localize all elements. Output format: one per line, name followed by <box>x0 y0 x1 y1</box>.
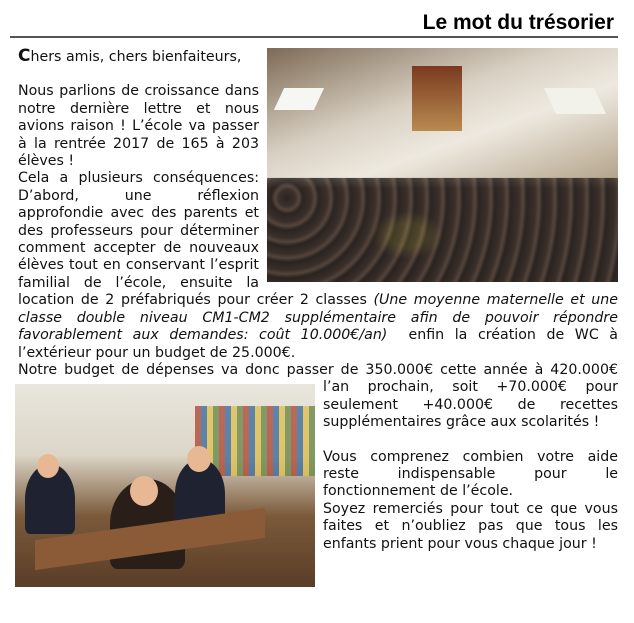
classroom-photo <box>15 384 315 587</box>
consequences-note: (Une moyenne maternelle et une classe double niveau CM1-CM2 supplémentaire afin de pouvoir répondre favorablement aux demandes: coût 10.000€/an) <box>18 292 618 344</box>
pupil-face <box>37 454 59 478</box>
paragraph-budget: Notre budget de dépenses va donc passer de 350.000€ cette année à 420.000€ l’an prochain, soit +70.000€ pour seulement +40.000€ de recettes supplémentaires grâce aux scolarités ! <box>18 361 618 431</box>
consequences-text: Cela a plusieurs conséquences: D’abord, une réflexion approfondie avec des parents et des professeurs pour déterminer comment accepter de nouveaux élèves tout en conservant l’esprit familial de l’école, ensuite la location de 2 préfabriqués pour créer 2 classes <box>18 170 374 309</box>
skylight-right <box>544 88 606 114</box>
greeting-text: hers amis, chers bienfaiteurs, <box>30 49 242 65</box>
letter-body <box>18 46 623 587</box>
paragraph-help: Vous comprenez combien votre aide reste indispensable pour le fonctionnement de l’école. <box>323 448 618 500</box>
pupil-face <box>130 476 158 506</box>
paragraph-thanks: Soyez remerciés pour tout ce que vous faites et n’oubliez pas que tous les enfants prient pour vous chaque jour ! <box>323 500 618 552</box>
title-divider <box>10 36 618 38</box>
paragraph-growth: Nous parlions de croissance dans notre dernière lettre et nous avions raison ! L’école va passer à la rentrée 2017 de 165 à 203 élèves ! <box>18 83 259 170</box>
greeting-initial: C <box>18 46 31 66</box>
pupil-face <box>187 446 211 472</box>
church-mass-photo <box>267 48 618 282</box>
consequences-end: enfin la création de WC à l’extérieur pour un budget de 25.000€. <box>18 327 623 361</box>
page-title: Le mot du trésorier <box>422 11 614 34</box>
altar <box>412 66 462 131</box>
skylight-left <box>274 88 324 110</box>
congregation <box>267 178 618 282</box>
